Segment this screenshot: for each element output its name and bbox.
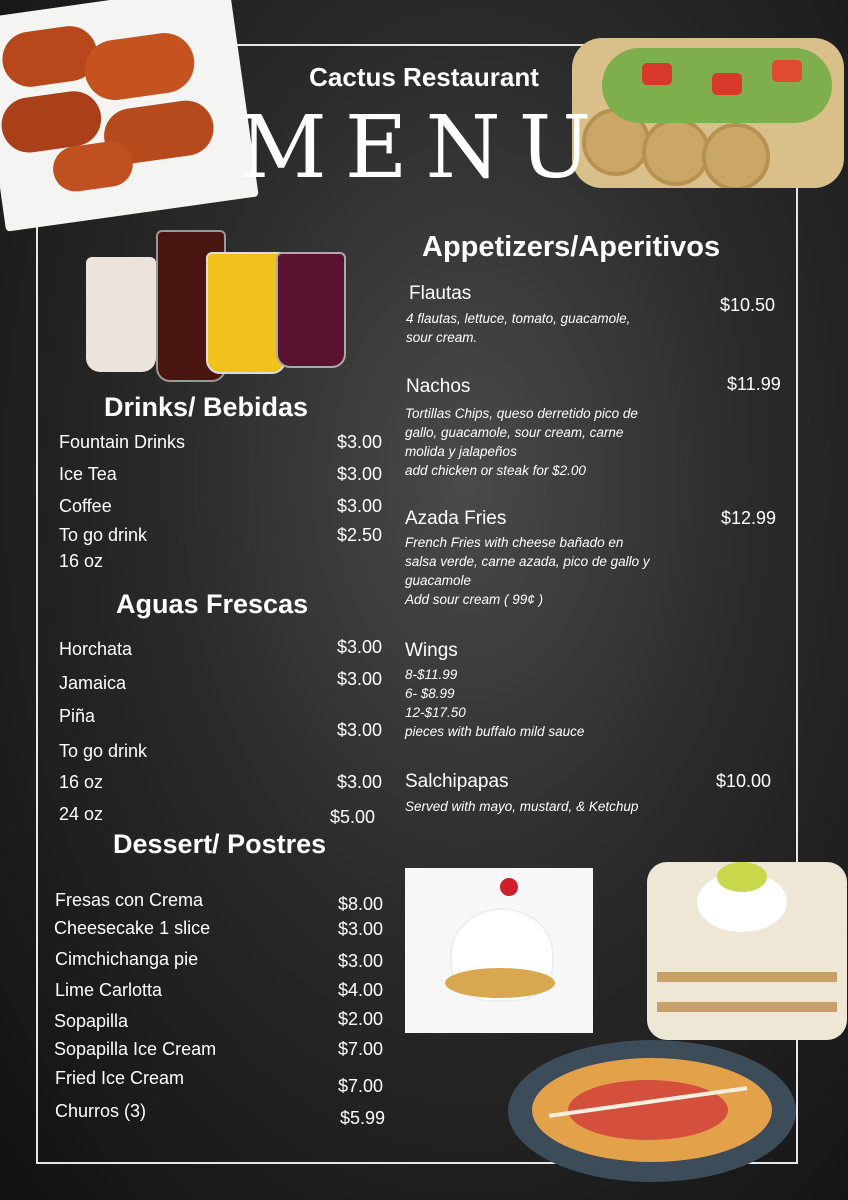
dessert-item-price: $2.00 bbox=[338, 1009, 384, 1029]
appetizers-section-title: Appetizers/Aperitivos bbox=[422, 231, 721, 263]
agua-item-name: To go drink bbox=[59, 741, 148, 761]
restaurant-name: Cactus Restaurant bbox=[309, 62, 539, 92]
dessert-item-name: Fresas con Crema bbox=[55, 890, 204, 910]
description-line: Tortillas Chips, queso derretido pico de bbox=[405, 406, 638, 421]
drink-item-name: Fountain Drinks bbox=[59, 432, 186, 452]
dessert-item-name: Lime Carlotta bbox=[55, 980, 163, 1000]
description-line: sour cream. bbox=[406, 330, 478, 345]
agua-item-price: $5.00 bbox=[330, 807, 376, 827]
drink-item-name: To go drink bbox=[59, 525, 148, 545]
appetizer-description bbox=[405, 404, 690, 480]
dessert-item-price: $3.00 bbox=[338, 919, 384, 939]
dessert-item-name: Sopapilla bbox=[54, 1011, 129, 1031]
description-line: add chicken or steak for $2.00 bbox=[405, 463, 586, 478]
description-line: 4 flautas, lettuce, tomato, guacamole, bbox=[406, 311, 631, 326]
dessert-item-price: $7.00 bbox=[338, 1039, 384, 1059]
description-line: French Fries with cheese bañado en bbox=[405, 535, 624, 550]
appetizer-price: $10.50 bbox=[720, 295, 776, 315]
description-line: 8-$11.99 bbox=[405, 667, 458, 682]
dessert-section-title: Dessert/ Postres bbox=[113, 829, 327, 859]
description-line: guacamole bbox=[405, 573, 472, 588]
salchipapas-image bbox=[508, 1040, 796, 1182]
appetizer-description bbox=[405, 797, 690, 816]
appetizer-price: $12.99 bbox=[721, 508, 777, 528]
drinks-image bbox=[86, 222, 344, 377]
appetizer-name: Salchipapas bbox=[405, 771, 509, 792]
drink-item-price: $3.00 bbox=[337, 432, 383, 452]
fresas-con-crema-image bbox=[405, 868, 593, 1033]
agua-item-name: Jamaica bbox=[59, 673, 127, 693]
drink-item-name: Coffee bbox=[59, 496, 112, 516]
agua-item-price: $3.00 bbox=[337, 669, 383, 689]
appetizer-description bbox=[405, 665, 690, 741]
description-line: 12-$17.50 bbox=[405, 705, 466, 720]
appetizer-name: Nachos bbox=[406, 376, 471, 397]
dessert-item-name: Sopapilla Ice Cream bbox=[54, 1039, 217, 1059]
appetizer-price: $10.00 bbox=[716, 771, 772, 791]
dessert-item-name: Cheesecake 1 slice bbox=[54, 918, 211, 938]
dessert-item-price: $7.00 bbox=[338, 1076, 384, 1096]
description-line: 6- $8.99 bbox=[405, 686, 455, 701]
dessert-item-name: Cimchichanga pie bbox=[55, 949, 199, 969]
agua-item-name: Horchata bbox=[59, 639, 133, 659]
agua-item-name: 24 oz bbox=[59, 804, 104, 824]
dessert-item-price: $8.00 bbox=[338, 894, 384, 914]
appetizer-description bbox=[405, 533, 690, 609]
drink-item-name: 16 oz bbox=[59, 551, 104, 571]
description-line: gallo, guacamole, sour cream, carne bbox=[405, 425, 624, 440]
dessert-item-name: Churros (3) bbox=[55, 1101, 147, 1121]
drink-item-price: $3.00 bbox=[337, 496, 383, 516]
description-line: Add sour cream ( 99¢ ) bbox=[405, 592, 544, 607]
appetizer-description bbox=[406, 309, 691, 347]
agua-item-price: $3.00 bbox=[337, 772, 383, 792]
appetizer-name: Flautas bbox=[409, 283, 472, 304]
drink-item-price: $3.00 bbox=[337, 464, 383, 484]
dessert-item-name: Fried Ice Cream bbox=[55, 1068, 185, 1088]
dessert-item-price: $5.99 bbox=[340, 1108, 386, 1128]
description-line: molida y jalapeños bbox=[405, 444, 517, 459]
menu-title: MENU bbox=[238, 98, 610, 198]
drinks-section-title: Drinks/ Bebidas bbox=[104, 392, 309, 422]
lime-carlotta-image bbox=[647, 862, 847, 1040]
agua-item-name: Piña bbox=[59, 706, 96, 726]
drink-item-name: Ice Tea bbox=[59, 464, 117, 484]
dessert-item-price: $4.00 bbox=[338, 980, 384, 1000]
appetizer-name: Wings bbox=[405, 640, 458, 661]
agua-item-price: $3.00 bbox=[337, 720, 383, 740]
agua-item-price: $3.00 bbox=[337, 637, 383, 657]
dessert-item-price: $3.00 bbox=[338, 951, 384, 971]
drink-item-price: $2.50 bbox=[337, 525, 383, 545]
appetizer-price: $11.99 bbox=[727, 374, 781, 394]
agua-item-name: 16 oz bbox=[59, 772, 104, 792]
description-line: pieces with buffalo mild sauce bbox=[405, 724, 585, 739]
aguas-section-title: Aguas Frescas bbox=[116, 589, 309, 619]
description-line: Served with mayo, mustard, & Ketchup bbox=[405, 799, 639, 814]
appetizer-name: Azada Fries bbox=[405, 508, 507, 529]
description-line: salsa verde, carne azada, pico de gallo y bbox=[405, 554, 650, 569]
